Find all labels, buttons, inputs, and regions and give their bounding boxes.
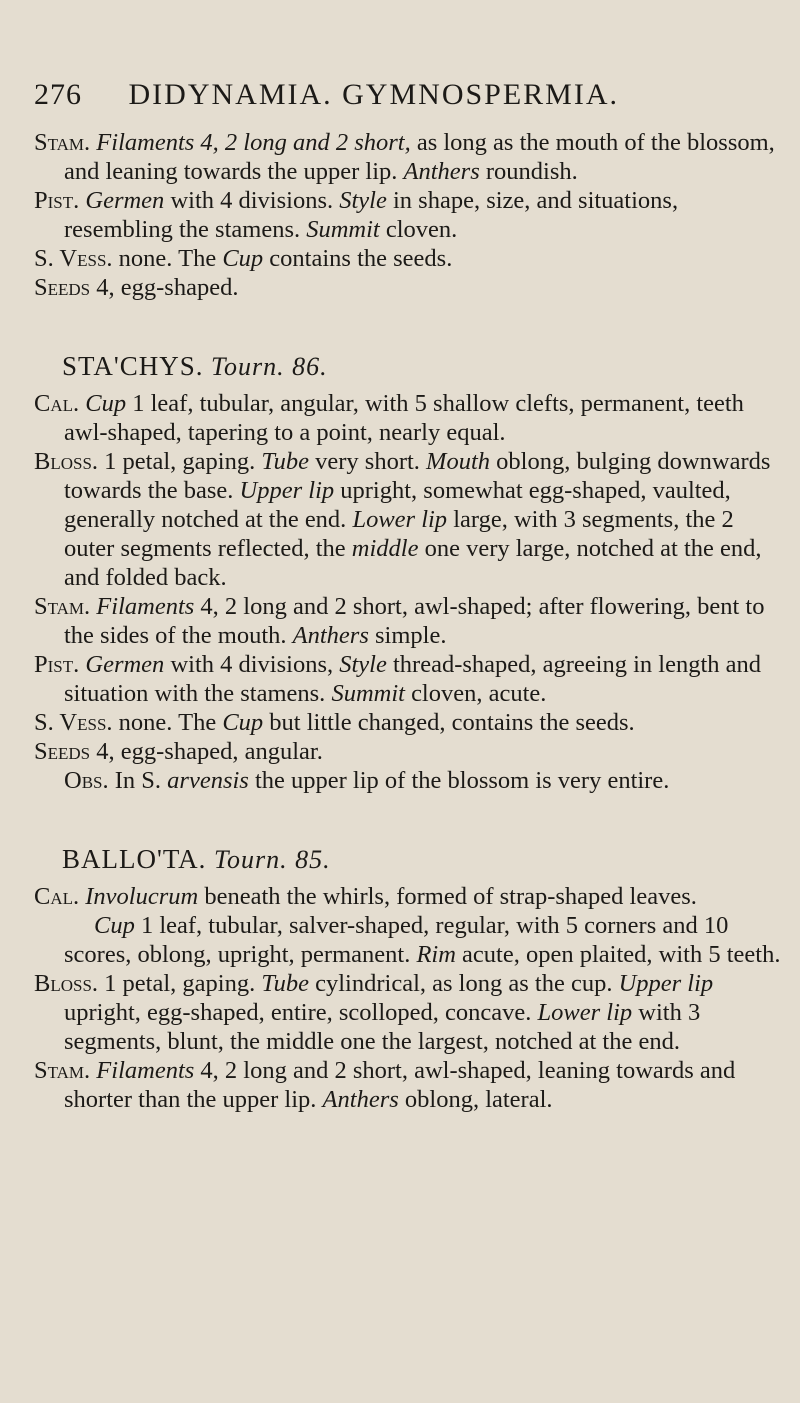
text-run: the upper lip of the blossom is very entire. xyxy=(248,767,670,794)
italic-term: Upper lip xyxy=(239,477,335,504)
italic-term: Mouth xyxy=(426,448,491,475)
text-run: Obs. xyxy=(64,767,109,794)
text-run: oblong, lateral. xyxy=(398,1086,553,1113)
text-run: Cal. xyxy=(34,390,80,417)
text-run: Pist. xyxy=(34,187,80,214)
text-run: but little changed, contains the seeds. xyxy=(263,709,635,736)
italic-term: Cup xyxy=(222,709,264,736)
entry-pistil xyxy=(34,186,782,244)
italic-term: Style xyxy=(339,187,387,214)
text-run: 4, egg-shaped. xyxy=(90,274,239,301)
text-run: BALLO'TA. xyxy=(62,844,207,874)
text-run: one very large, notched at the end, and folded back. xyxy=(64,535,762,591)
text-run: cloven. xyxy=(379,216,458,243)
entry-cup xyxy=(64,911,782,969)
text-run: Cal. xyxy=(34,883,80,910)
entry-seeds xyxy=(34,737,782,766)
genus-heading-stachys xyxy=(62,352,782,381)
text-run: Stam. xyxy=(34,593,91,620)
text-run: with 4 divisions, xyxy=(164,651,340,678)
text-run: acute, open plaited, with 5 teeth. xyxy=(455,941,781,968)
text-run: beneath the whirls, formed of strap-shaped leaves. xyxy=(198,883,697,910)
text-run: S. Vess. xyxy=(34,709,113,736)
entry-stamens xyxy=(34,592,782,650)
text-run: In S. xyxy=(108,767,168,794)
page-header xyxy=(34,78,780,112)
text-run: Bloss. xyxy=(34,448,99,475)
text-run: 4, 2 long and 2 short, awl-shaped; after flowering, bent to the sides of the mouth. xyxy=(64,593,765,649)
entry-stamens xyxy=(34,1056,782,1114)
text-run: cloven, acute. xyxy=(404,680,547,707)
italic-term: Tourn. 85. xyxy=(213,845,331,874)
genus-heading-ballota xyxy=(62,845,782,874)
text-run: Stam. xyxy=(34,129,91,156)
text-run: in shape, size, and situations, resembling the stamens. xyxy=(64,187,679,243)
italic-term: Tourn. 86. xyxy=(210,352,328,381)
entry-blossom xyxy=(34,447,782,592)
text-run: Stam. xyxy=(34,1057,91,1084)
entry-seeds xyxy=(34,273,782,302)
italic-term: Summit xyxy=(306,216,380,243)
italic-term: Lower lip xyxy=(352,506,448,533)
text-run: 4, egg-shaped, angular. xyxy=(90,738,323,765)
text-run: upright, somewhat egg-shaped, vaulted, generally notched at the end. xyxy=(64,477,731,533)
italic-term: Cup xyxy=(94,912,135,939)
text-run: large, with 3 segments, the 2 outer segments reflected, the xyxy=(64,506,734,562)
page-body xyxy=(34,128,782,1114)
entry-seed-vessel xyxy=(34,244,782,273)
entry-calyx xyxy=(34,882,782,911)
text-run: 1 leaf, tubular, salver-shaped, regular, with 5 corners and 10 scores, oblong, upright, permanent. xyxy=(64,912,729,968)
text-run: as long as the mouth of the blossom, and leaning towards the upper lip. xyxy=(64,129,775,185)
entry-seed-vessel xyxy=(34,708,782,737)
text-run: Seeds xyxy=(34,738,91,765)
italic-term: Style xyxy=(339,651,387,678)
italic-term: Lower lip xyxy=(537,999,633,1026)
italic-term: Anthers xyxy=(322,1086,399,1113)
text-run: roundish. xyxy=(479,158,578,185)
entry-blossom xyxy=(34,969,782,1056)
italic-term: Filaments 4, 2 long and 2 short, xyxy=(96,129,411,156)
text-run: very short. xyxy=(309,448,427,475)
italic-term: Tube xyxy=(261,970,309,997)
text-run: 4, 2 long and 2 short, awl-shaped, leaning towards and shorter than the upper lip. xyxy=(64,1057,736,1113)
page-number: 276 xyxy=(34,78,82,111)
italic-term: middle xyxy=(351,535,419,562)
italic-term: arvensis xyxy=(167,767,249,794)
italic-term: Anthers xyxy=(403,158,480,185)
italic-term: Cup xyxy=(222,245,264,272)
observation-note xyxy=(64,766,782,795)
entry-stamens xyxy=(34,128,782,186)
italic-term: Filaments xyxy=(96,593,195,620)
italic-term: Tube xyxy=(261,448,309,475)
text-run: thread-shaped, agreeing in length and situation with the stamens. xyxy=(64,651,762,707)
italic-term: Germen xyxy=(85,187,165,214)
italic-term: Cup xyxy=(85,390,127,417)
italic-term: Filaments xyxy=(96,1057,195,1084)
text-run: 1 leaf, tubular, angular, with 5 shallow clefts, permanent, teeth awl-shaped, tapering to a point, nearly equal. xyxy=(64,390,744,446)
text-run: none. The xyxy=(112,245,223,272)
running-title: DIDYNAMIA. GYMNOSPERMIA. xyxy=(128,78,620,111)
italic-term: Rim xyxy=(416,941,456,968)
italic-term: Anthers xyxy=(292,622,369,649)
text-run: with 3 segments, blunt, the middle one the largest, notched at the end. xyxy=(64,999,701,1055)
text-run: contains the seeds. xyxy=(263,245,453,272)
entry-pistil xyxy=(34,650,782,708)
text-run: 1 petal, gaping. xyxy=(98,448,262,475)
text-run: cylindrical, as long as the cup. xyxy=(309,970,619,997)
text-run: Bloss. xyxy=(34,970,99,997)
text-run: simple. xyxy=(368,622,447,649)
text-run: STA'CHYS. xyxy=(62,351,204,381)
text-run: oblong, bulging downwards towards the base. xyxy=(64,448,771,504)
italic-term: Upper lip xyxy=(618,970,714,997)
text-run: with 4 divisions. xyxy=(164,187,340,214)
text-run: Seeds xyxy=(34,274,91,301)
italic-term: Summit xyxy=(331,680,405,707)
text-run: S. Vess. xyxy=(34,245,113,272)
text-run: Pist. xyxy=(34,651,80,678)
text-run: 1 petal, gaping. xyxy=(98,970,262,997)
italic-term: Germen xyxy=(85,651,165,678)
text-run: none. The xyxy=(112,709,223,736)
italic-term: Involucrum xyxy=(85,883,199,910)
text-run: upright, egg-shaped, entire, scolloped, concave. xyxy=(64,999,538,1026)
entry-calyx xyxy=(34,389,782,447)
